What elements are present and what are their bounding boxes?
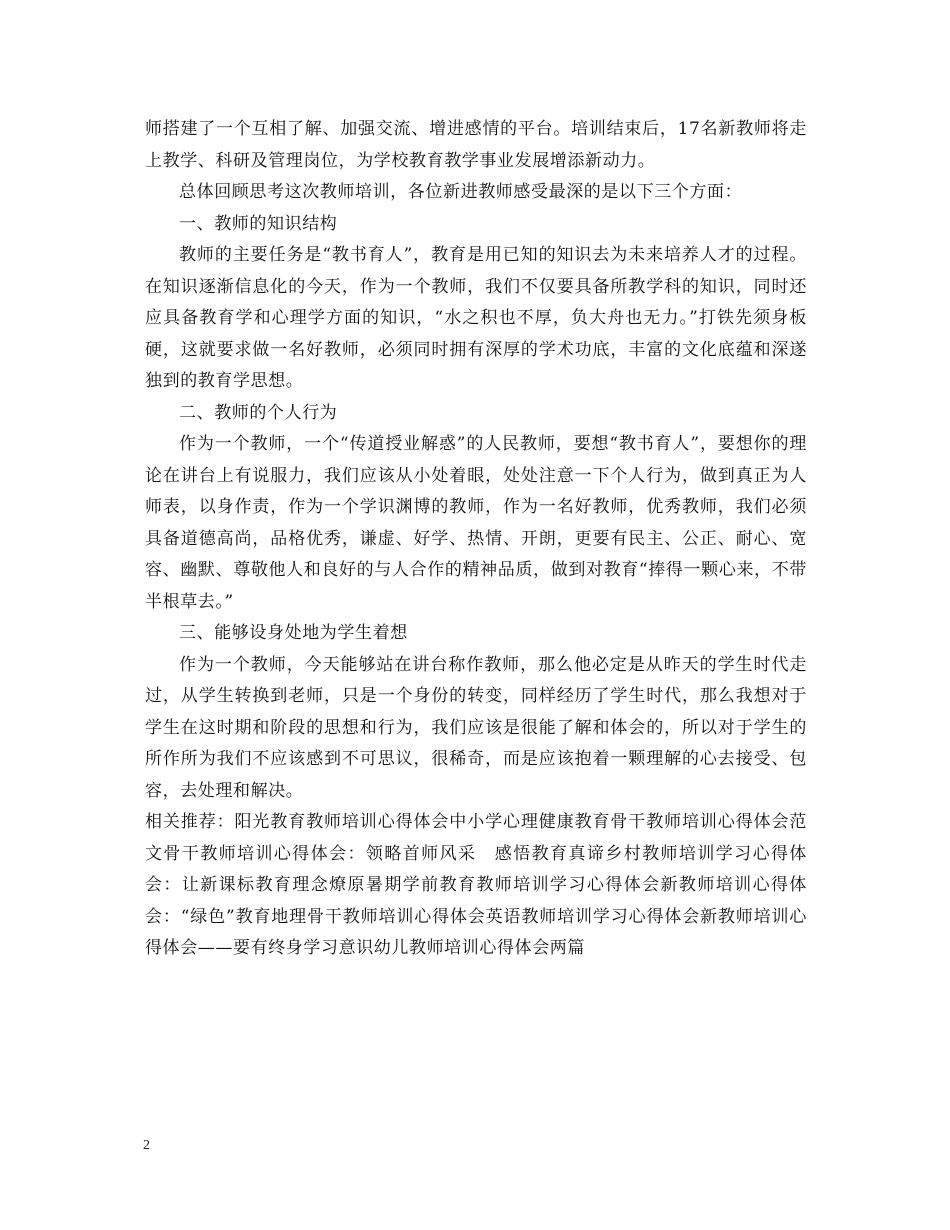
section-heading-personal-behavior: 二、教师的个人行为 bbox=[179, 402, 338, 423]
document-body bbox=[145, 114, 807, 965]
paragraph-continuation: 师搭建了一个互相了解、加强交流、增进感情的平台。培训结束后，17名新教师将走上教学、科研及管理岗位，为学校教育教学事业发展增添新动力。 bbox=[145, 119, 807, 171]
paragraph-knowledge-structure: 教师的主要任务是“教书育人”，教育是用已知的知识去为未来培养人才的过程。在知识逐渐信息化的今天，作为一个教师，我们不仅要具备所教学科的知识，同时还应具备教育学和心理学方面的知识，“水之积也不厚，负大舟也无力。”打铁先须身板硬，这就要求做一名好教师，必须同时拥有深厚的学术功底，丰富的文化底蕴和深遂独到的教育学思想。 bbox=[145, 245, 807, 391]
paragraph-student-perspective: 作为一个教师，今天能够站在讲台称作教师，那么他必定是从昨天的学生时代走过，从学生转换到老师，只是一个身份的转变，同样经历了学生时代，那么我想对于学生在这时期和阶段的思想和行为，我们应该是很能了解和体会的，所以对于学生的所作所为我们不应该感到不可思议，很稀奇，而是应该抱着一颗理解的心去接受、包容，去处理和解决。 bbox=[145, 654, 807, 801]
paragraph-overview: 总体回顾思考这次教师培训，各位新进教师感受最深的是以下三个方面： bbox=[179, 182, 743, 202]
page-number: 2 bbox=[143, 1138, 150, 1153]
section-heading-knowledge-structure: 一、教师的知识结构 bbox=[179, 213, 338, 234]
related-recommendations: 相关推荐：阳光教育教师培训心得体会中小学心理健康教育骨干教师培训心得体会范文骨干教师培训心得体会：领略首师风采 感悟教育真谛乡村教师培训学习心得体会：让新课标教育理念燎原暑期学前教育教师培训学习心得体会新教师培训心得体会：“绿色”教育地理骨干教师培训心得体会英语教师培训学习心得体会新教师培训心得体会——要有终身学习意识幼儿教师培训心得体会两篇 bbox=[145, 812, 807, 958]
section-heading-student-perspective: 三、能够设身处地为学生着想 bbox=[179, 623, 408, 643]
paragraph-personal-behavior: 作为一个教师，一个“传道授业解惑”的人民教师，要想“教书育人”，要想你的理论在讲台上有说服力，我们应该从小处着眼，处处注意一下个人行为，做到真正为人师表，以身作责，作为一个学识渊博的教师，作为一名好教师，优秀教师，我们必须具备道德高尚，品格优秀，谦虚、好学、热情、开朗，更要有民主、公正、耐心、宽容、幽默、尊敬他人和良好的与人合作的精神品质，做到对教育“捧得一颗心来，不带半根草去。” bbox=[145, 434, 807, 612]
